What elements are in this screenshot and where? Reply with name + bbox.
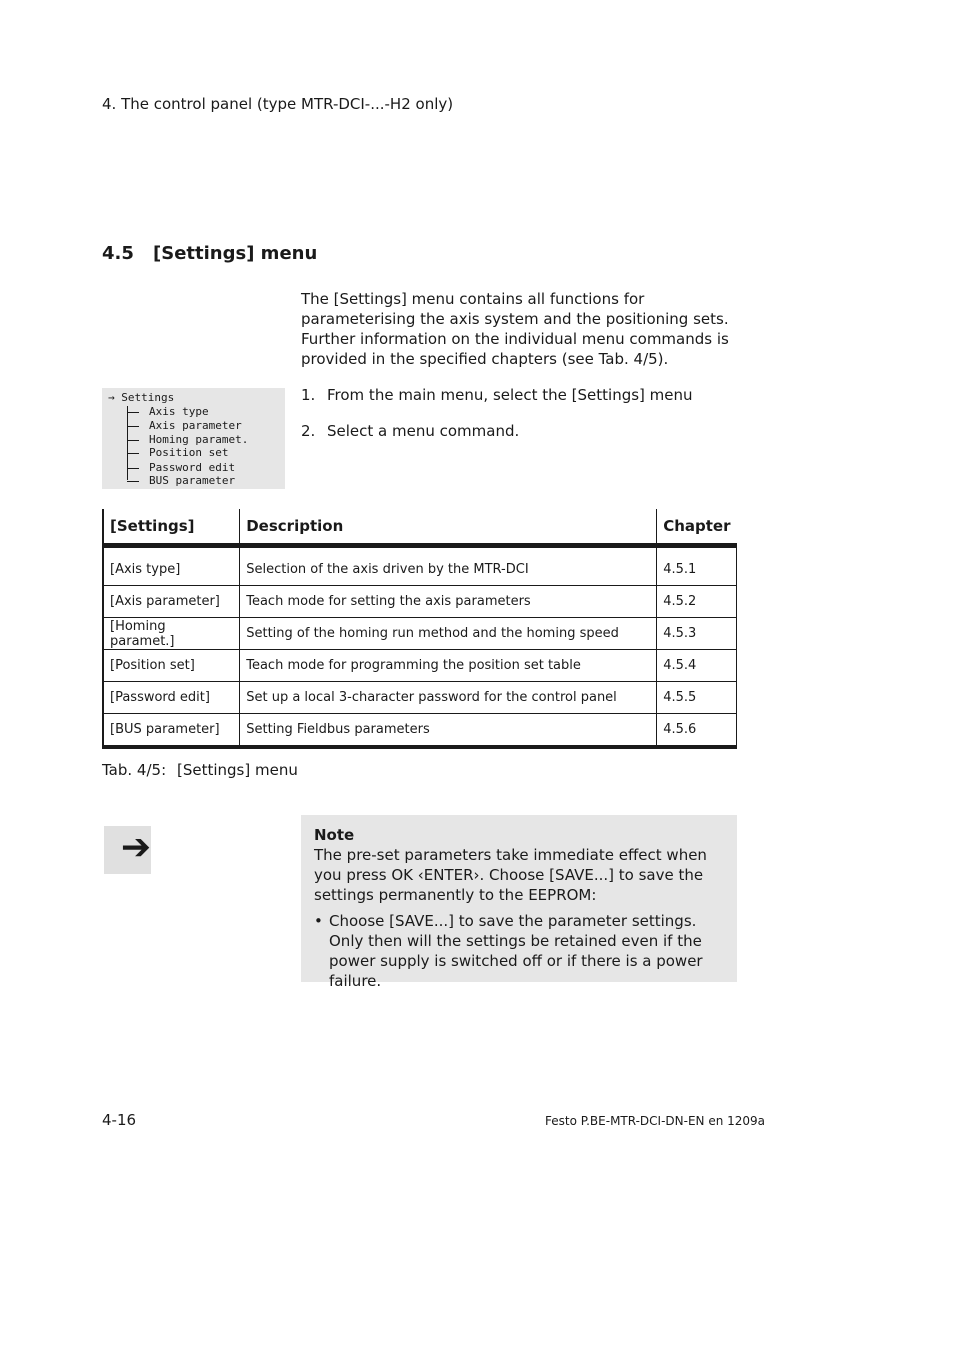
- cell-setting: [BUS parameter]: [103, 714, 240, 748]
- header-description: Description: [240, 509, 657, 546]
- note-text: The pre-set parameters take immediate effect when you press OK ‹ENTER›. Choose [SAVE...] to save the settings permanently to the EEPROM:: [314, 846, 707, 904]
- cell-setting: [Homing paramet.]: [103, 618, 240, 650]
- bullet-icon: •: [314, 912, 323, 930]
- page-number: 4-16: [102, 1111, 137, 1129]
- cell-description: Setting of the homing run method and the homing speed: [240, 618, 657, 650]
- table-row: [103, 546, 737, 586]
- cell-description: Teach mode for setting the axis parameters: [240, 586, 657, 618]
- menu-item: [127, 433, 248, 447]
- section-number: 4.5: [102, 243, 134, 264]
- menu-item: [127, 405, 209, 419]
- menu-item: [127, 446, 228, 460]
- step-number: 1.: [301, 386, 316, 404]
- table-row: [103, 650, 737, 682]
- menu-root: [108, 391, 174, 405]
- cell-description: Set up a local 3-character password for the control panel: [240, 682, 657, 714]
- caption-text: [Settings] menu: [177, 761, 298, 779]
- cell-setting: [Axis parameter]: [103, 586, 240, 618]
- table-row: [103, 682, 737, 714]
- menu-item-label: Position set: [149, 446, 229, 459]
- menu-item-label: Homing paramet.: [149, 433, 249, 446]
- settings-menu-panel: [102, 388, 285, 489]
- intro-paragraph: [301, 289, 741, 369]
- note-arrow-icon: ➔: [104, 826, 151, 874]
- footer-reference: Festo P.BE-MTR-DCI-DN-EN en 1209a: [545, 1114, 766, 1128]
- caption-label: Tab. 4/5:: [102, 761, 167, 779]
- step-list: [301, 385, 741, 457]
- intro-text: The [Settings] menu contains all functions for parameterising the axis system and the positioning sets. Further information on the individual menu commands is provided in the specified chapters (see Tab. 4/5).: [301, 290, 729, 368]
- cell-setting: [Axis type]: [103, 546, 240, 586]
- cell-chapter: 4.5.5: [657, 682, 737, 714]
- table-row: [103, 618, 737, 650]
- table-header-row: [103, 509, 737, 546]
- section-heading: [102, 243, 317, 264]
- menu-item: [127, 474, 235, 488]
- cell-chapter: 4.5.3: [657, 618, 737, 650]
- step-item: [301, 385, 741, 405]
- cell-description: Selection of the axis driven by the MTR-DCI: [240, 546, 657, 586]
- table-caption: [102, 761, 298, 779]
- step-text: From the main menu, select the [Settings] menu: [327, 386, 693, 404]
- note-box: [301, 815, 737, 990]
- table-row: [103, 586, 737, 618]
- running-head: 4. The control panel (type MTR-DCI-...-H2 only): [102, 95, 454, 113]
- cell-description: Teach mode for programming the position set table: [240, 650, 657, 682]
- note-bullet-text: Choose [SAVE...] to save the parameter settings. Only then will the settings be retained even if the power supply is switched off or if there is a power failure.: [329, 912, 703, 990]
- step-number: 2.: [301, 422, 316, 440]
- menu-item-label: Axis parameter: [149, 419, 242, 432]
- arrow-right-icon: →: [108, 391, 115, 404]
- cell-setting: [Password edit]: [103, 682, 240, 714]
- menu-item-label: BUS parameter: [149, 474, 236, 487]
- menu-item-label: Password edit: [149, 461, 236, 474]
- settings-table: [102, 509, 737, 749]
- cell-chapter: 4.5.2: [657, 586, 737, 618]
- header-chapter: Chapter: [657, 509, 737, 546]
- cell-chapter: 4.5.6: [657, 714, 737, 748]
- cell-chapter: 4.5.1: [657, 546, 737, 586]
- note-title: Note: [314, 826, 355, 844]
- list-item: [314, 911, 724, 991]
- menu-item: [127, 419, 242, 433]
- menu-root-label: Settings: [121, 391, 175, 404]
- section-title: [Settings] menu: [153, 243, 318, 264]
- cell-chapter: 4.5.4: [657, 650, 737, 682]
- menu-item: [127, 461, 235, 475]
- step-item: [301, 421, 741, 441]
- cell-description: Setting Fieldbus parameters: [240, 714, 657, 748]
- menu-item-label: Axis type: [149, 405, 209, 418]
- cell-setting: [Position set]: [103, 650, 240, 682]
- table-row: [103, 714, 737, 748]
- header-settings: [Settings]: [103, 509, 240, 546]
- step-text: Select a menu command.: [327, 422, 520, 440]
- note-bullets: [314, 911, 724, 991]
